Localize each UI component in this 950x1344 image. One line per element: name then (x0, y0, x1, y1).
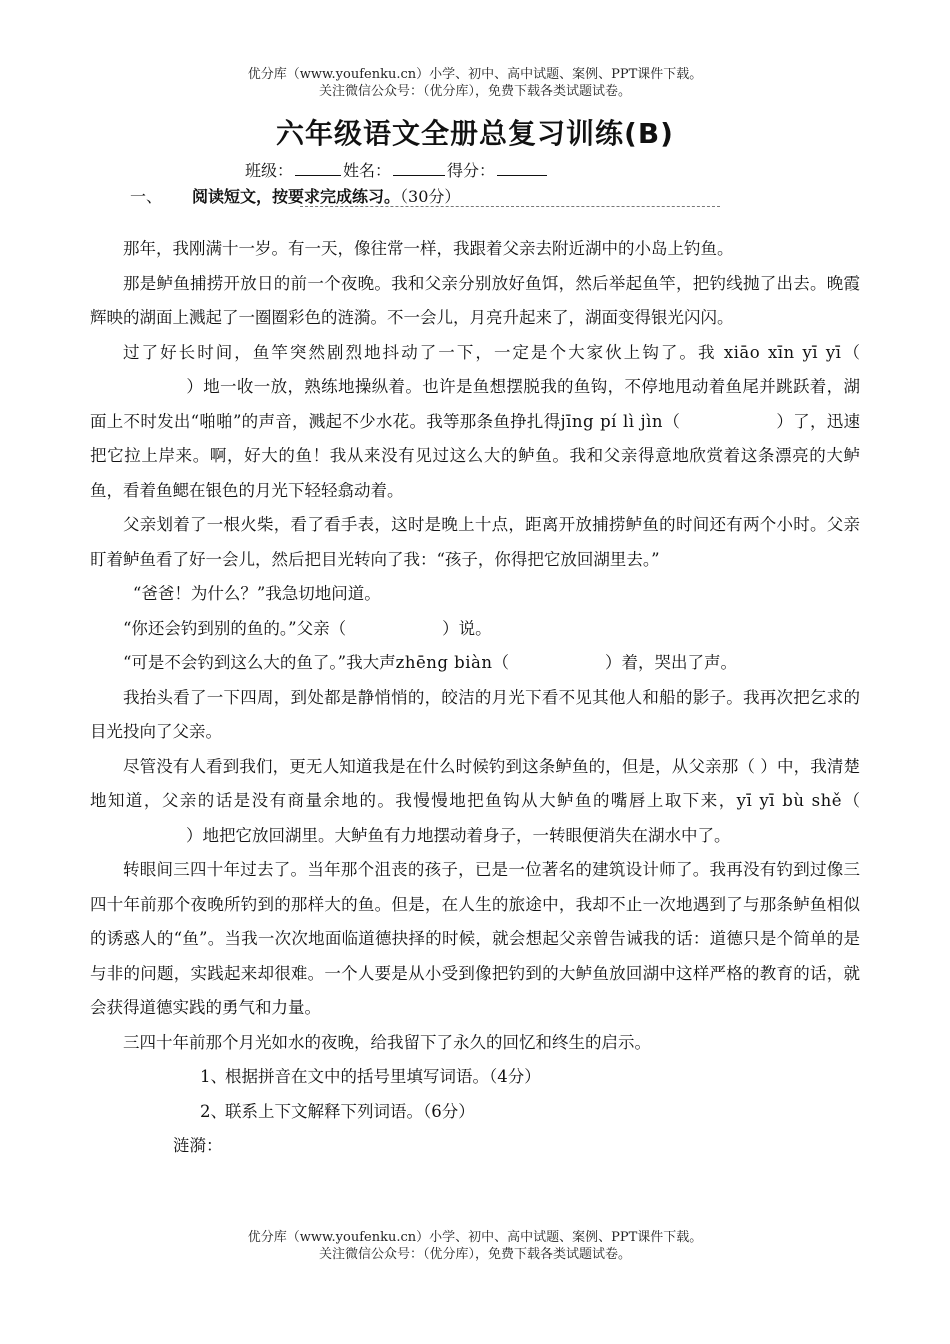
section-heading (130, 184, 460, 207)
footer-line-2: 关注微信公众号：（优分库），免费下载各类试题试卷。 (318, 1247, 631, 1262)
paragraph-9: 尽管没有人看到我们，更无人知道我是在什么时候钓到这条鲈鱼的，但是，从父亲那（ ）中，我清楚地知道，父亲的话是没有商量余地的。我慢慢地把鱼钩从大鲈鱼的嘴唇上取下来，yī yī bù shě（）地把它放回湖里。大鲈鱼有力地摆动着身子，一转眼便消失在湖水中了。 (90, 756, 861, 845)
paragraph-6 (90, 612, 860, 647)
pinyin-yiyibushe: yī yī bù shě (736, 791, 843, 810)
pinyin-xiaoxinyiyi: xiāo xīn yī yī (723, 342, 842, 362)
student-info-line (245, 158, 549, 181)
paragraph-7-part-a: “可是不会钓到这么大的鱼了。”我大声 (123, 653, 396, 672)
paragraph-3: 过了好长时间，鱼竿突然剧烈地抖动了一下，一定是个大家伙上钩了。我 xiāo xīn yī yī（）地一收一放，熟练地操纵着。也许是鱼想摆脱我的鱼钩，不停地甩动着鱼尾并跳跃着，湖面上不时发出“啪啪”的声音，溅起不少水花。我等那条鱼挣扎得jīng pí lì jìn（ ）了，迅速把它拉上岸来。啊，好大的鱼！我从来没有见过这么大的鲈鱼。我和父亲得意地欣赏着这条漂亮的大鲈鱼，看着鱼鳃在银色的月光下轻轻翕动着。 (90, 342, 861, 500)
question-1 (90, 1060, 860, 1095)
section-points: （30分） (400, 187, 461, 206)
paragraph-3-part-a: 过了好长时间，鱼竿突然剧烈地抖动了一下，一定是个大家伙上钩了。我 (123, 342, 717, 362)
page-title: 六年级语文全册总复习训练(B) (276, 117, 674, 150)
paragraph-7-part-b: ）着，哭出了声。 (604, 653, 737, 672)
paragraph-2: 那是鲈鱼捕捞开放日的前一个夜晚。我和父亲分别放好鱼饵，然后举起鱼竿，把钓线抛了出去。晚霞辉映的湖面上溅起了一圈圈彩色的涟漪。不一会儿，月亮升起来了，湖面变得银光闪闪。 (90, 273, 860, 327)
footer-line-1: 优分库（www.youfenku.cn）小学、初中、高中试题、案例、PPT课件下载。 (247, 1230, 703, 1245)
page-footer (0, 1229, 950, 1263)
section-number: 一、 (130, 187, 163, 206)
paragraph-9-part-a: 尽管没有人看到我们，更无人知道我是在什么时候钓到这条鲈鱼的，但是，从父亲那（ ）中，我清楚地知道，父亲的话是没有商量余地的。我慢慢地把鱼钩从大鲈鱼的嘴唇上取下来， (90, 756, 860, 810)
score-label: 得分： (447, 161, 496, 180)
paragraph-10: 转眼间三四十年过去了。当年那个沮丧的孩子，已是一位著名的建筑设计师了。我再没有钓到过像三四十年前那个夜晚所钓到的那样大的鱼。但是，在人生的旅途中，我却不止一次地遇到了与那条鲈鱼相似的诱惑人的“鱼”。当我一次次地面临道德抉择的时候，就会想起父亲曾告诫我的话：道德只是个简单的是与非的问题，实践起来却很难。一个人要是从小受到像把钓到的大鲈鱼放回湖中这样严格的教育的话，就会获得道德实践的勇气和力量。 (90, 860, 860, 1017)
question-2-text: 联系上下文解释下列词语。（6分） (225, 1101, 475, 1121)
question-2-number: 2、 (200, 1101, 227, 1121)
paragraph-6-part-b: ）说。 (442, 618, 492, 638)
name-label: 姓名： (343, 161, 392, 180)
name-blank[interactable] (393, 161, 445, 176)
paragraph-3-part-c: ）了，迅速把它拉上岸来。啊，好大的鱼！我从来没有见过这么大的鲈鱼。我和父亲得意地欣赏着这条漂亮的大鲈鱼，看着鱼鳃在银色的月光下轻轻翕动着。 (90, 411, 861, 500)
paragraph-9-part-b: ）地把它放回湖里。大鲈鱼有力地摆动着身子，一转眼便消失在湖水中了。 (186, 825, 731, 845)
page-header (0, 66, 950, 100)
question-1-text: 根据拼音在文中的括号里填写词语。（4分） (225, 1067, 541, 1086)
paragraph-7: “可是不会钓到这么大的鱼了。”我大声zhēng biàn（ ）着，哭出了声。 (123, 653, 737, 672)
score-blank[interactable] (497, 161, 547, 176)
paragraph-3-part-b: ）地一收一放，熟练地操纵着。也许是鱼想摆脱我的鱼钩，不停地甩动着鱼尾并跳跃着，湖面上不时发出“啪啪”的声音，溅起不少水花。我等那条鱼挣扎得 (90, 377, 860, 431)
word-lianyi: 涟漪： (173, 1136, 223, 1155)
passage-body (90, 232, 860, 1164)
paragraph-5: “爸爸！为什么？”我急切地问道。 (132, 584, 381, 603)
pinyin-zhengbian: zhēng biàn (395, 653, 493, 672)
section-text: 阅读短文，按要求完成练习。 (192, 187, 401, 206)
paragraph-6-part-a: “你还会钓到别的鱼的。”父亲（ (123, 618, 347, 638)
paragraph-1: 那年，我刚满十一岁。有一天，像往常一样，我跟着父亲去附近湖中的小岛上钓鱼。 (123, 239, 734, 258)
class-label: 班级： (245, 161, 294, 180)
question-2 (90, 1095, 860, 1130)
paragraph-4: 父亲划着了一根火柴，看了看手表，这时是晚上十点，距离开放捕捞鲈鱼的时间还有两个小时。父亲盯着鲈鱼看了好一会儿，然后把目光转向了我：“孩子，你得把它放回湖里去。” (90, 515, 860, 569)
question-1-number: 1、 (200, 1067, 227, 1086)
class-blank[interactable] (295, 161, 341, 176)
dashed-divider (300, 206, 720, 207)
pinyin-jingpilijin: jīng pí lì jìn (560, 411, 664, 431)
paragraph-8: 我抬头看了一下四周，到处都是静悄悄的，皎洁的月光下看不见其他人和船的影子。我再次把乞求的目光投向了父亲。 (90, 687, 860, 741)
header-line-2: 关注微信公众号：（优分库），免费下载各类试题试卷。 (318, 84, 631, 99)
paragraph-11: 三四十年前那个月光如水的夜晚，给我留下了永久的回忆和终生的启示。 (123, 1032, 651, 1052)
header-line-1: 优分库（www.youfenku.cn）小学、初中、高中试题、案例、PPT课件下载。 (247, 67, 703, 82)
